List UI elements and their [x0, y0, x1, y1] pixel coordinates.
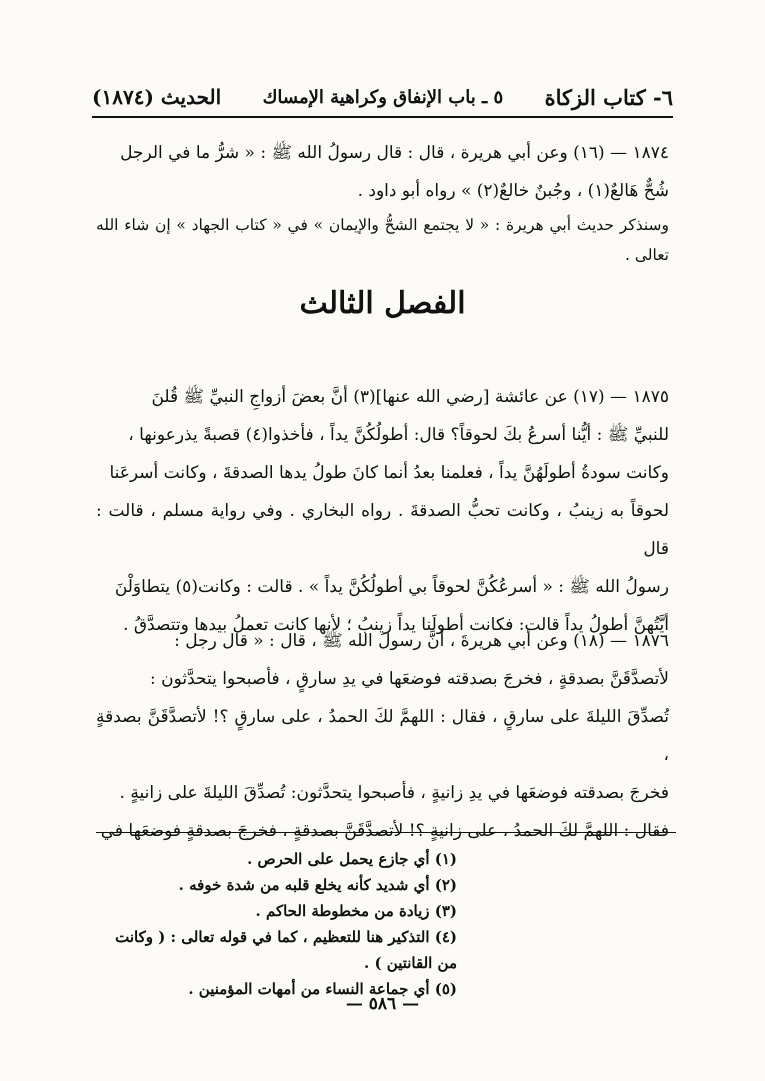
footnote: (٥) أي جماعة النساء من أمهات المؤمنين .: [188, 980, 457, 998]
section-name: ٥ ـ باب الإنفاق وكراهية الإمساك: [262, 86, 504, 108]
hadith-line: فخرجَ بصدقته فوضعَها في يدِ زانيةٍ ، فأصبحوا يتحدَّثون: تُصدِّقَ الليلةَ على زانيةٍ .: [119, 783, 669, 803]
hadith-reference: الحديث (١٨٧٤): [92, 85, 222, 109]
section-heading: الفصل الثالث: [299, 286, 466, 321]
hadith-line: أيَّتُهنَّ أطولُ يداً قالت: فكانت أطولَنا يداً زينبُ ؛ لأنها كانت تعملُ بيدها وتتصدَّقُ .: [123, 615, 669, 635]
hadith-1876: [96, 622, 669, 850]
hadith-line: تُصدِّقَ الليلةَ على سارقٍ ، فقال : اللهمَّ لكَ الحمدُ ، على سارقٍ ؟! لأتصدَّقَنَّ بصدقةٍ ،: [96, 707, 669, 765]
cross-reference-note: وسنذكر حديث أبي هريرة : « لا يجتمع الشحُّ والإيمان » في « كتاب الجهاد » إن شاء الله تعالى .: [96, 216, 669, 264]
hadith-line: لأتصدَّقَنَّ بصدقةٍ ، فخرجَ بصدقته فوضعَها في يدِ سارقٍ ، فأصبحوا يتحدَّثون :: [149, 669, 669, 689]
running-header: [92, 78, 673, 118]
hadith-line: وكانت سودةُ أطولَهُنَّ يداً ، فعلمنا بعدُ أنما كانَ طولُ يدها الصدقةَ ، وكانت أسرعَنا: [109, 463, 669, 483]
page-number: — ٥٨٦ —: [345, 994, 420, 1014]
hadith-line: ١٨٧٥ — (١٧) عن عائشة [رضي الله عنها](٣) أنَّ بعضَ أزواجِ النبيِّ ﷺ قُلنَ: [151, 387, 669, 407]
hadith-line: لحوقاً به زينبُ ، وكانت تحبُّ الصدقةَ . رواه البخاري . وفي رواية مسلم ، قالت : قال: [96, 501, 669, 559]
hadith-line: للنبيِّ ﷺ : أيُّنا أسرعُ بكَ لحوقاً؟ قال: أطولُكُنَّ يداً ، فأخذوا(٤) قصبةً يذرعونها ،: [128, 425, 669, 445]
hadith-1875: [96, 378, 669, 644]
footnote: (٢) أي شديد كأنه يخلع قلبه من شدة خوفه .: [178, 876, 457, 894]
hadith-line: فقال : اللهمَّ لكَ الحمدُ ، على زانيةٍ ؟! لأتصدَّقَنَّ بصدقةٍ ، فخرجَ بصدقةٍ فوضعَها في: [100, 821, 669, 841]
hadith-line: شُحٌّ هَالعٌ(١) ، وجُبنٌ خالعٌ(٢) » رواه أبو داود .: [357, 181, 669, 201]
hadith-line: رسولُ الله ﷺ : « أسرعُكُنَّ لحوقاً بي أطولُكُنَّ يداً » . قالت : وكانت(٥) يتطاوَلْنَ: [114, 577, 669, 597]
chapter-title: ٦- كتاب الزكاة: [544, 84, 673, 110]
footnote-divider: [96, 832, 676, 833]
footnote: (١) أي جازع يحمل على الحرص .: [247, 850, 457, 868]
hadith-1874: [96, 134, 669, 270]
footnotes: [96, 846, 669, 1002]
footnote: (٣) زيادة من مخطوطة الحاكم .: [255, 902, 457, 920]
footnote: (٤) التذكير هنا للتعظيم ، كما في قوله تعالى : ( وكانت من القانتين ) .: [115, 928, 457, 972]
hadith-line: ١٨٧٦ — (١٨) وعن أبي هريرةَ ، أنَّ رسولَ الله ﷺ ، قال : « قال رجل :: [174, 631, 669, 651]
hadith-line: ١٨٧٤ — (١٦) وعن أبي هريرة ، قال : قال رسولُ الله ﷺ : « شرُّ ما في الرجل: [120, 143, 669, 163]
